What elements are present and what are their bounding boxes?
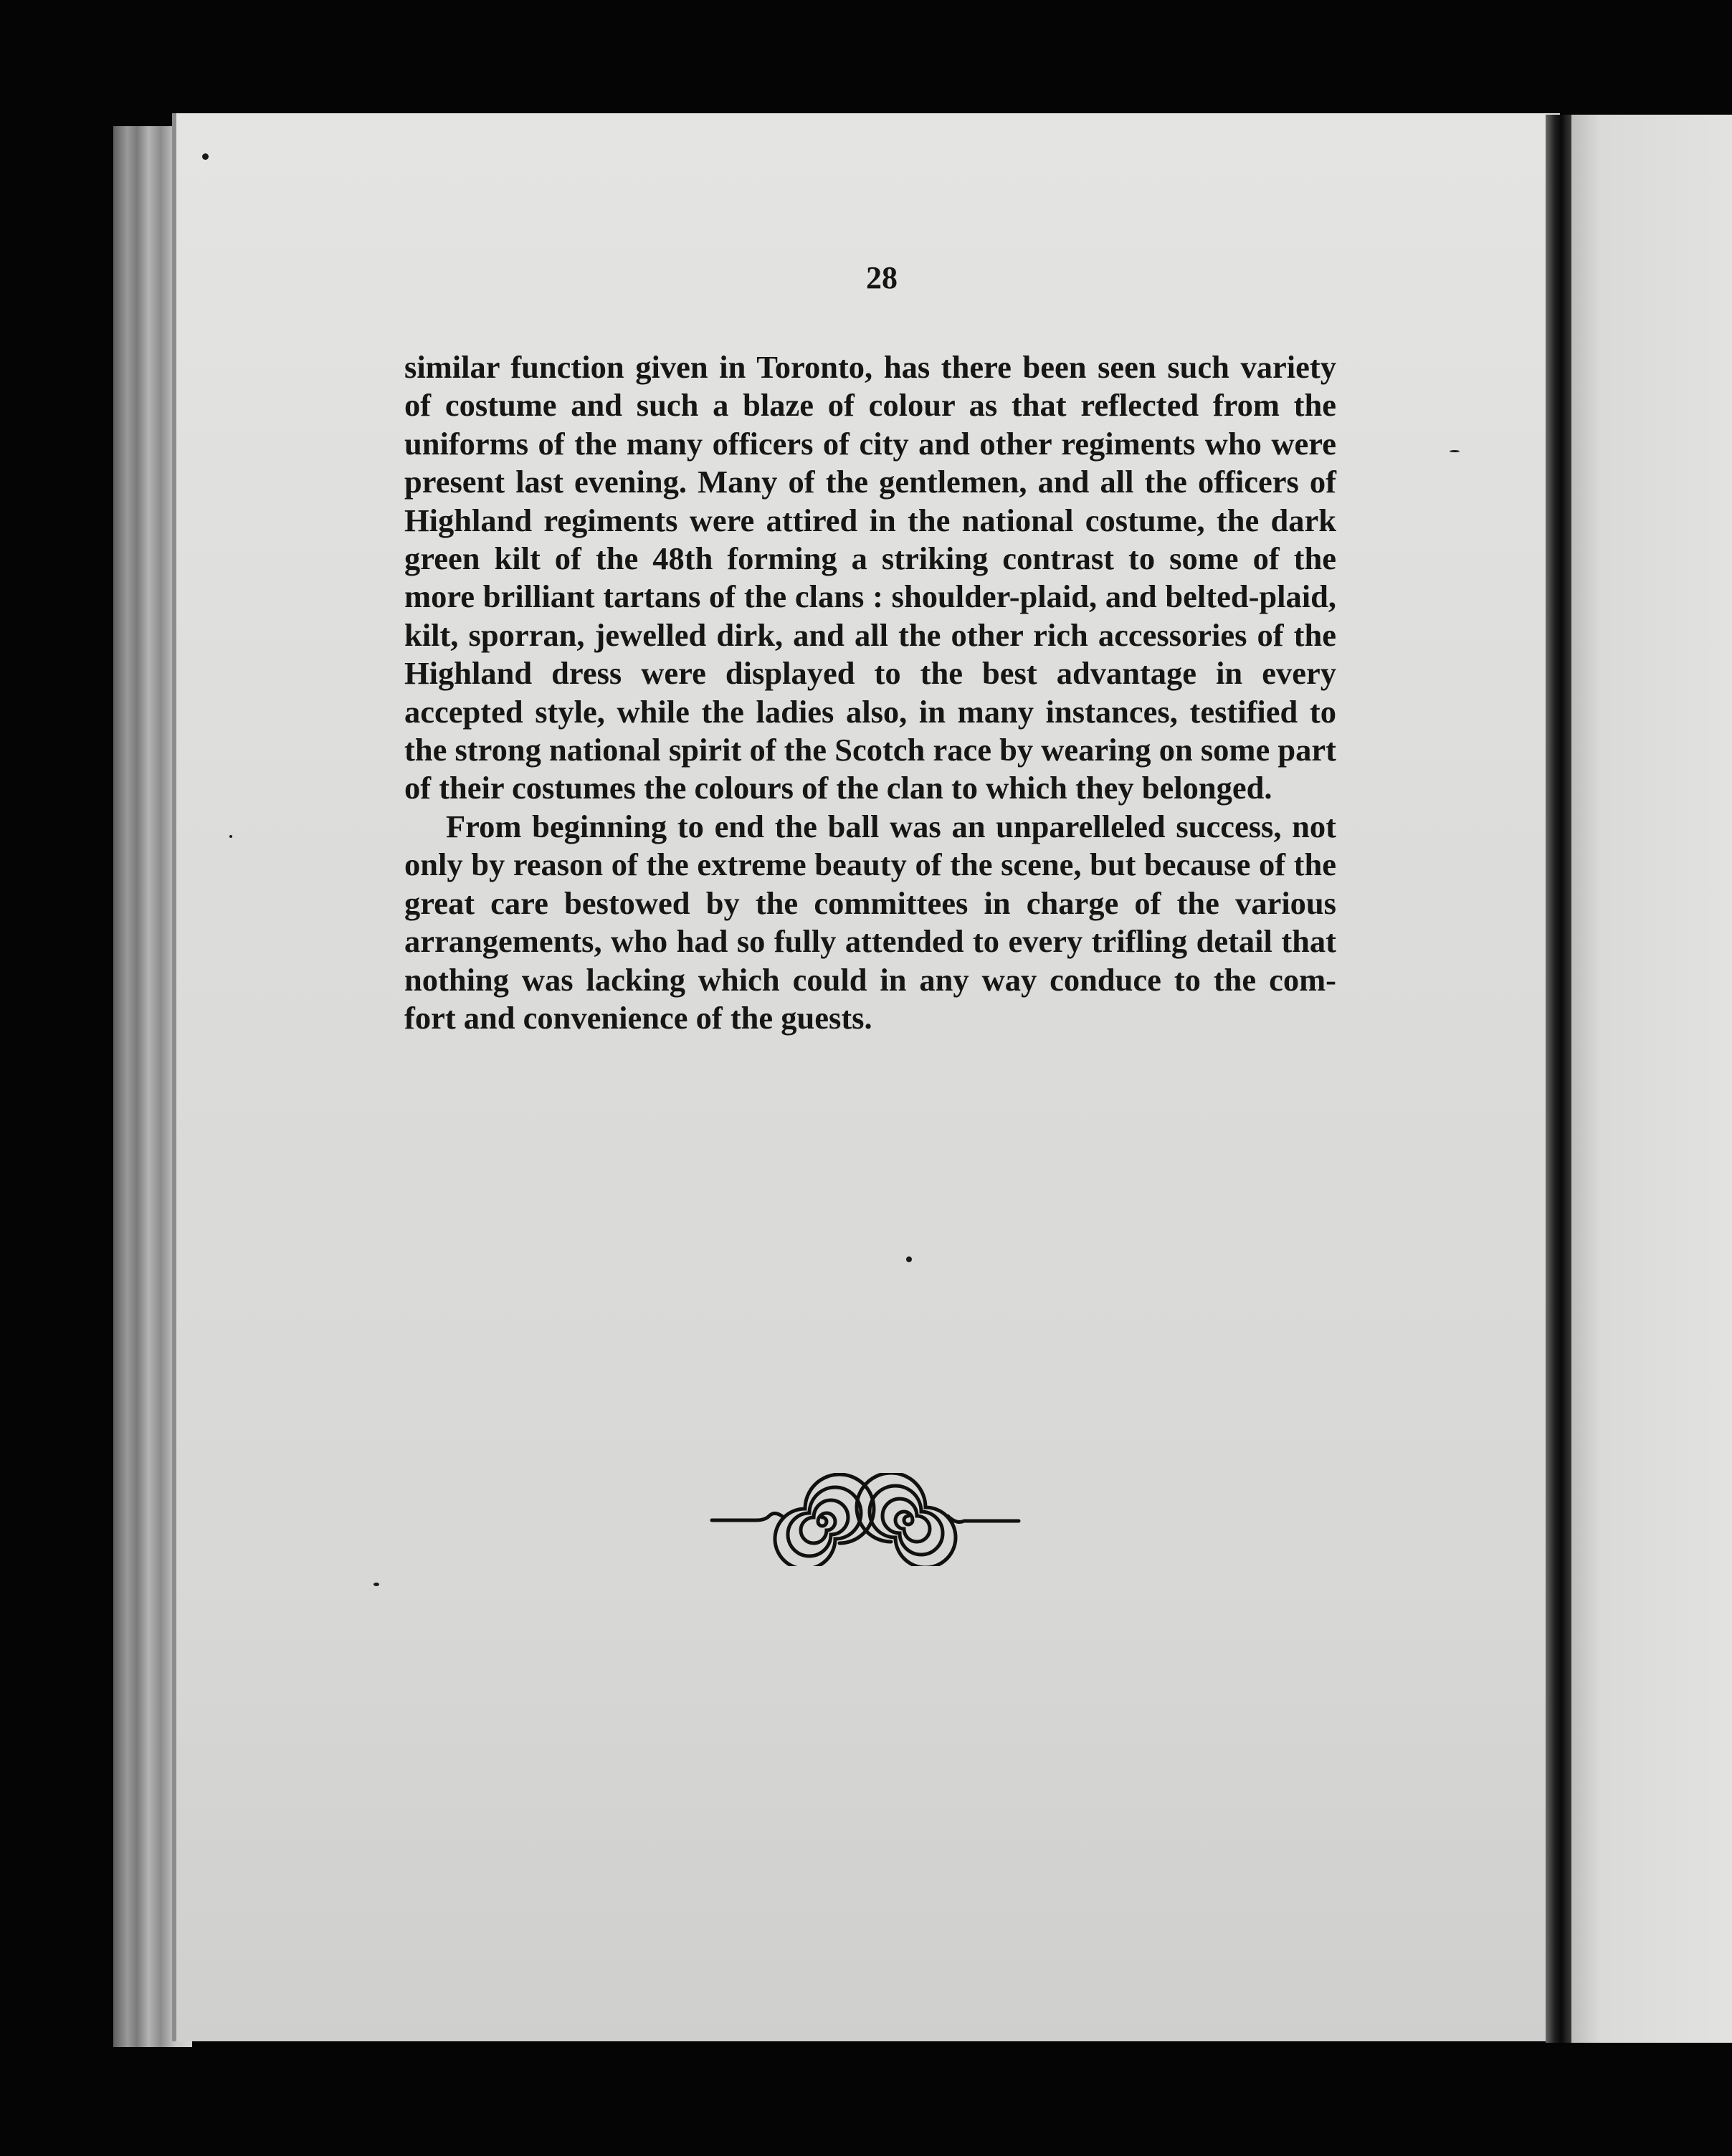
print-speck [202, 153, 209, 160]
book-gutter [1546, 115, 1571, 2043]
double-spiral-ornament-icon [706, 1473, 1025, 1566]
paragraph-2: From beginning to end the ball was an unparelleled success, not only by reason of the extreme beauty of the scene, but because of the great care bestowed by the committees in charge of the various arrangements, who had so fully attended to every trifling detail that nothing was lacking which could in any way conduce to the com- fort and convenience of the guests. [404, 808, 1336, 1036]
print-speck [229, 835, 232, 838]
print-speck [373, 1583, 379, 1586]
print-speck [906, 1256, 912, 1262]
facing-page-edge [1571, 115, 1732, 2043]
paragraph-1: similar function given in Toronto, has there been seen such variety of costume and such a blaze of colour as that reflected from the uniforms of the many officers of city and other regiments who were present last evening. Many of the gentlemen, and all the officers of Highland regiments were attired in the national costume, the dark green kilt of the 48th forming a striking contrast to some of the more brilliant tartans of the clans : shoulder-plaid, and belted-plaid, kilt, sporran, jewelled dirk, and all the other rich accessories of the Highland dress were displayed to the best advantage in every accepted style, while the ladies also, in many instances, testified to the strong national spirit of the Scotch race by wearing on some part of their costumes the colours of the clan to which they belonged. [404, 349, 1336, 806]
page-number: 28 [866, 260, 898, 295]
print-speck [1450, 450, 1460, 452]
body-text [404, 348, 1336, 1037]
